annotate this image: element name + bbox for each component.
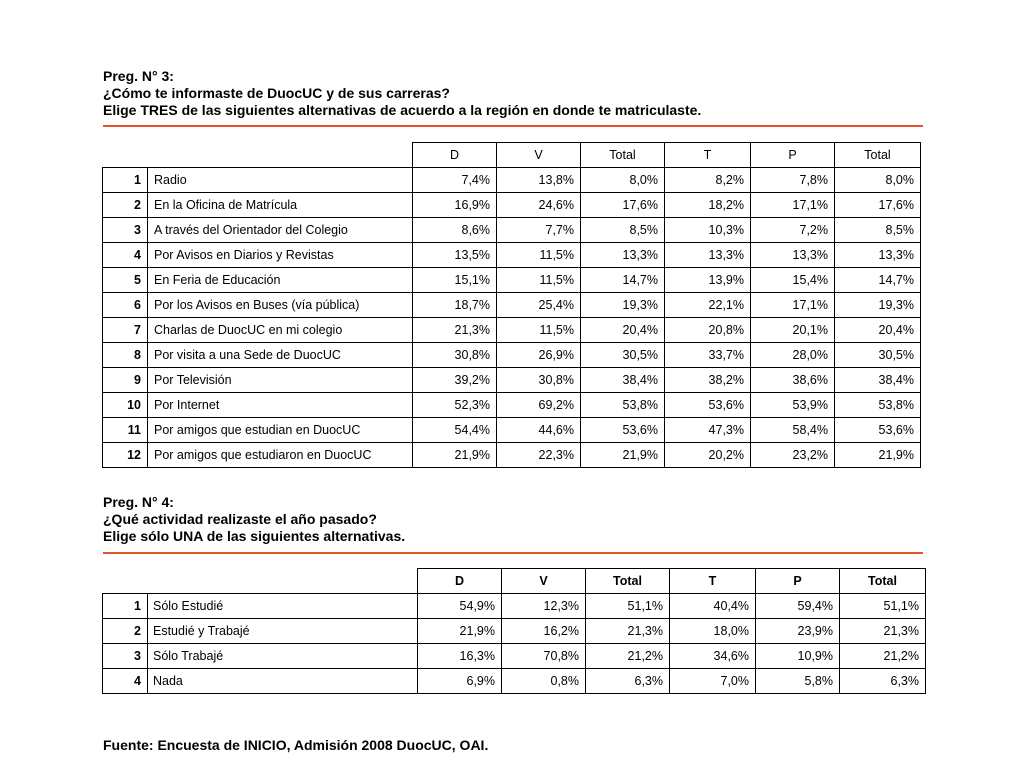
column-header: P	[756, 569, 840, 594]
q4-title-line-1: Preg. N° 4:	[103, 494, 174, 510]
row-number: 8	[103, 343, 148, 368]
value-cell: 13,5%	[413, 243, 497, 268]
value-cell: 53,8%	[581, 393, 665, 418]
value-cell: 21,3%	[840, 619, 926, 644]
value-cell: 7,2%	[751, 218, 835, 243]
q4-heading	[103, 494, 923, 545]
q4-title-line-3: Elige sólo UNA de las siguientes alternativas.	[103, 528, 406, 544]
q4-table	[102, 568, 926, 694]
value-cell: 19,3%	[581, 293, 665, 318]
value-cell: 53,9%	[751, 393, 835, 418]
value-cell: 12,3%	[502, 594, 586, 619]
value-cell: 13,9%	[665, 268, 751, 293]
column-header: P	[751, 143, 835, 168]
blank-cell	[103, 569, 148, 594]
table-row	[103, 418, 921, 443]
value-cell: 19,3%	[835, 293, 921, 318]
value-cell: 26,9%	[497, 343, 581, 368]
column-header: T	[665, 143, 751, 168]
blank-cell	[103, 143, 148, 168]
value-cell: 30,8%	[497, 368, 581, 393]
column-header: T	[670, 569, 756, 594]
row-number: 2	[103, 193, 148, 218]
value-cell: 11,5%	[497, 318, 581, 343]
value-cell: 38,4%	[581, 368, 665, 393]
value-cell: 13,3%	[581, 243, 665, 268]
q3-header-row	[103, 143, 921, 168]
value-cell: 21,3%	[586, 619, 670, 644]
value-cell: 0,8%	[502, 669, 586, 694]
q3-title-line-2: ¿Cómo te informaste de DuocUC y de sus carreras?	[103, 85, 450, 101]
q4-title-line-2: ¿Qué actividad realizaste el año pasado?	[103, 511, 377, 527]
value-cell: 20,1%	[751, 318, 835, 343]
row-number: 3	[103, 218, 148, 243]
value-cell: 54,4%	[413, 418, 497, 443]
value-cell: 13,3%	[665, 243, 751, 268]
value-cell: 25,4%	[497, 293, 581, 318]
column-header: Total	[586, 569, 670, 594]
value-cell: 53,6%	[665, 393, 751, 418]
row-number: 7	[103, 318, 148, 343]
value-cell: 20,2%	[665, 443, 751, 468]
row-label: Sólo Estudié	[148, 594, 418, 619]
value-cell: 51,1%	[840, 594, 926, 619]
row-number: 1	[103, 168, 148, 193]
value-cell: 28,0%	[751, 343, 835, 368]
value-cell: 47,3%	[665, 418, 751, 443]
value-cell: 18,0%	[670, 619, 756, 644]
row-label: En Feria de Educación	[148, 268, 413, 293]
value-cell: 7,4%	[413, 168, 497, 193]
value-cell: 22,3%	[497, 443, 581, 468]
row-label: Nada	[148, 669, 418, 694]
table-row	[103, 218, 921, 243]
value-cell: 21,9%	[581, 443, 665, 468]
row-label: Radio	[148, 168, 413, 193]
value-cell: 24,6%	[497, 193, 581, 218]
q4-header-row	[103, 569, 926, 594]
value-cell: 13,8%	[497, 168, 581, 193]
table-row	[103, 619, 926, 644]
column-header: V	[502, 569, 586, 594]
value-cell: 15,1%	[413, 268, 497, 293]
column-header: D	[413, 143, 497, 168]
q4-divider	[103, 552, 923, 554]
value-cell: 38,2%	[665, 368, 751, 393]
table-row	[103, 168, 921, 193]
value-cell: 21,9%	[413, 443, 497, 468]
value-cell: 21,2%	[586, 644, 670, 669]
table-row	[103, 293, 921, 318]
table-row	[103, 193, 921, 218]
row-number: 2	[103, 619, 148, 644]
row-number: 1	[103, 594, 148, 619]
value-cell: 23,2%	[751, 443, 835, 468]
row-label: Por amigos que estudian en DuocUC	[148, 418, 413, 443]
value-cell: 53,6%	[835, 418, 921, 443]
value-cell: 8,5%	[581, 218, 665, 243]
value-cell: 39,2%	[413, 368, 497, 393]
row-number: 3	[103, 644, 148, 669]
value-cell: 70,8%	[502, 644, 586, 669]
table-row	[103, 443, 921, 468]
value-cell: 38,4%	[835, 368, 921, 393]
value-cell: 6,3%	[586, 669, 670, 694]
row-label: Por los Avisos en Buses (vía pública)	[148, 293, 413, 318]
row-number: 5	[103, 268, 148, 293]
value-cell: 58,4%	[751, 418, 835, 443]
value-cell: 14,7%	[835, 268, 921, 293]
value-cell: 8,5%	[835, 218, 921, 243]
value-cell: 5,8%	[756, 669, 840, 694]
value-cell: 14,7%	[581, 268, 665, 293]
column-header: V	[497, 143, 581, 168]
value-cell: 21,9%	[835, 443, 921, 468]
value-cell: 8,0%	[581, 168, 665, 193]
value-cell: 16,9%	[413, 193, 497, 218]
row-label: Por Internet	[148, 393, 413, 418]
row-label: Charlas de DuocUC en mi colegio	[148, 318, 413, 343]
q3-title-line-3: Elige TRES de las siguientes alternativas de acuerdo a la región en donde te matriculaste.	[103, 102, 702, 118]
value-cell: 7,7%	[497, 218, 581, 243]
table-row	[103, 343, 921, 368]
column-header: Total	[581, 143, 665, 168]
blank-cell	[148, 569, 418, 594]
value-cell: 23,9%	[756, 619, 840, 644]
value-cell: 40,4%	[670, 594, 756, 619]
row-number: 6	[103, 293, 148, 318]
value-cell: 18,7%	[413, 293, 497, 318]
value-cell: 17,6%	[581, 193, 665, 218]
value-cell: 17,6%	[835, 193, 921, 218]
value-cell: 59,4%	[756, 594, 840, 619]
value-cell: 30,5%	[835, 343, 921, 368]
value-cell: 30,5%	[581, 343, 665, 368]
value-cell: 17,1%	[751, 193, 835, 218]
value-cell: 6,9%	[418, 669, 502, 694]
value-cell: 20,8%	[665, 318, 751, 343]
column-header: D	[418, 569, 502, 594]
row-number: 4	[103, 243, 148, 268]
value-cell: 20,4%	[835, 318, 921, 343]
table-row	[103, 368, 921, 393]
value-cell: 44,6%	[497, 418, 581, 443]
value-cell: 13,3%	[835, 243, 921, 268]
row-number: 4	[103, 669, 148, 694]
value-cell: 7,0%	[670, 669, 756, 694]
value-cell: 16,3%	[418, 644, 502, 669]
row-number: 12	[103, 443, 148, 468]
table-row	[103, 669, 926, 694]
value-cell: 21,9%	[418, 619, 502, 644]
value-cell: 21,3%	[413, 318, 497, 343]
value-cell: 34,6%	[670, 644, 756, 669]
table-row	[103, 318, 921, 343]
value-cell: 7,8%	[751, 168, 835, 193]
source-note: Fuente: Encuesta de INICIO, Admisión 2008 DuocUC, OAI.	[103, 737, 489, 753]
value-cell: 8,6%	[413, 218, 497, 243]
q3-title-line-1: Preg. N° 3:	[103, 68, 174, 84]
table-row	[103, 393, 921, 418]
value-cell: 13,3%	[751, 243, 835, 268]
value-cell: 51,1%	[586, 594, 670, 619]
column-header: Total	[835, 143, 921, 168]
row-label: En la Oficina de Matrícula	[148, 193, 413, 218]
row-number: 10	[103, 393, 148, 418]
table-row	[103, 268, 921, 293]
q3-heading	[103, 68, 923, 119]
value-cell: 11,5%	[497, 268, 581, 293]
value-cell: 15,4%	[751, 268, 835, 293]
row-number: 9	[103, 368, 148, 393]
row-number: 11	[103, 418, 148, 443]
row-label: Por Avisos en Diarios y Revistas	[148, 243, 413, 268]
row-label: Por visita a una Sede de DuocUC	[148, 343, 413, 368]
value-cell: 22,1%	[665, 293, 751, 318]
value-cell: 54,9%	[418, 594, 502, 619]
value-cell: 8,0%	[835, 168, 921, 193]
q3-divider	[103, 125, 923, 127]
table-row	[103, 243, 921, 268]
value-cell: 11,5%	[497, 243, 581, 268]
table-row	[103, 594, 926, 619]
value-cell: 10,9%	[756, 644, 840, 669]
value-cell: 30,8%	[413, 343, 497, 368]
row-label: Sólo Trabajé	[148, 644, 418, 669]
value-cell: 52,3%	[413, 393, 497, 418]
value-cell: 53,6%	[581, 418, 665, 443]
value-cell: 17,1%	[751, 293, 835, 318]
q3-table	[102, 142, 921, 468]
value-cell: 6,3%	[840, 669, 926, 694]
value-cell: 69,2%	[497, 393, 581, 418]
value-cell: 20,4%	[581, 318, 665, 343]
value-cell: 18,2%	[665, 193, 751, 218]
value-cell: 38,6%	[751, 368, 835, 393]
row-label: Por Televisión	[148, 368, 413, 393]
column-header: Total	[840, 569, 926, 594]
value-cell: 8,2%	[665, 168, 751, 193]
value-cell: 16,2%	[502, 619, 586, 644]
row-label: Estudié y Trabajé	[148, 619, 418, 644]
table-row	[103, 644, 926, 669]
value-cell: 33,7%	[665, 343, 751, 368]
value-cell: 21,2%	[840, 644, 926, 669]
row-label: Por amigos que estudiaron en DuocUC	[148, 443, 413, 468]
row-label: A través del Orientador del Colegio	[148, 218, 413, 243]
blank-cell	[148, 143, 413, 168]
value-cell: 53,8%	[835, 393, 921, 418]
value-cell: 10,3%	[665, 218, 751, 243]
